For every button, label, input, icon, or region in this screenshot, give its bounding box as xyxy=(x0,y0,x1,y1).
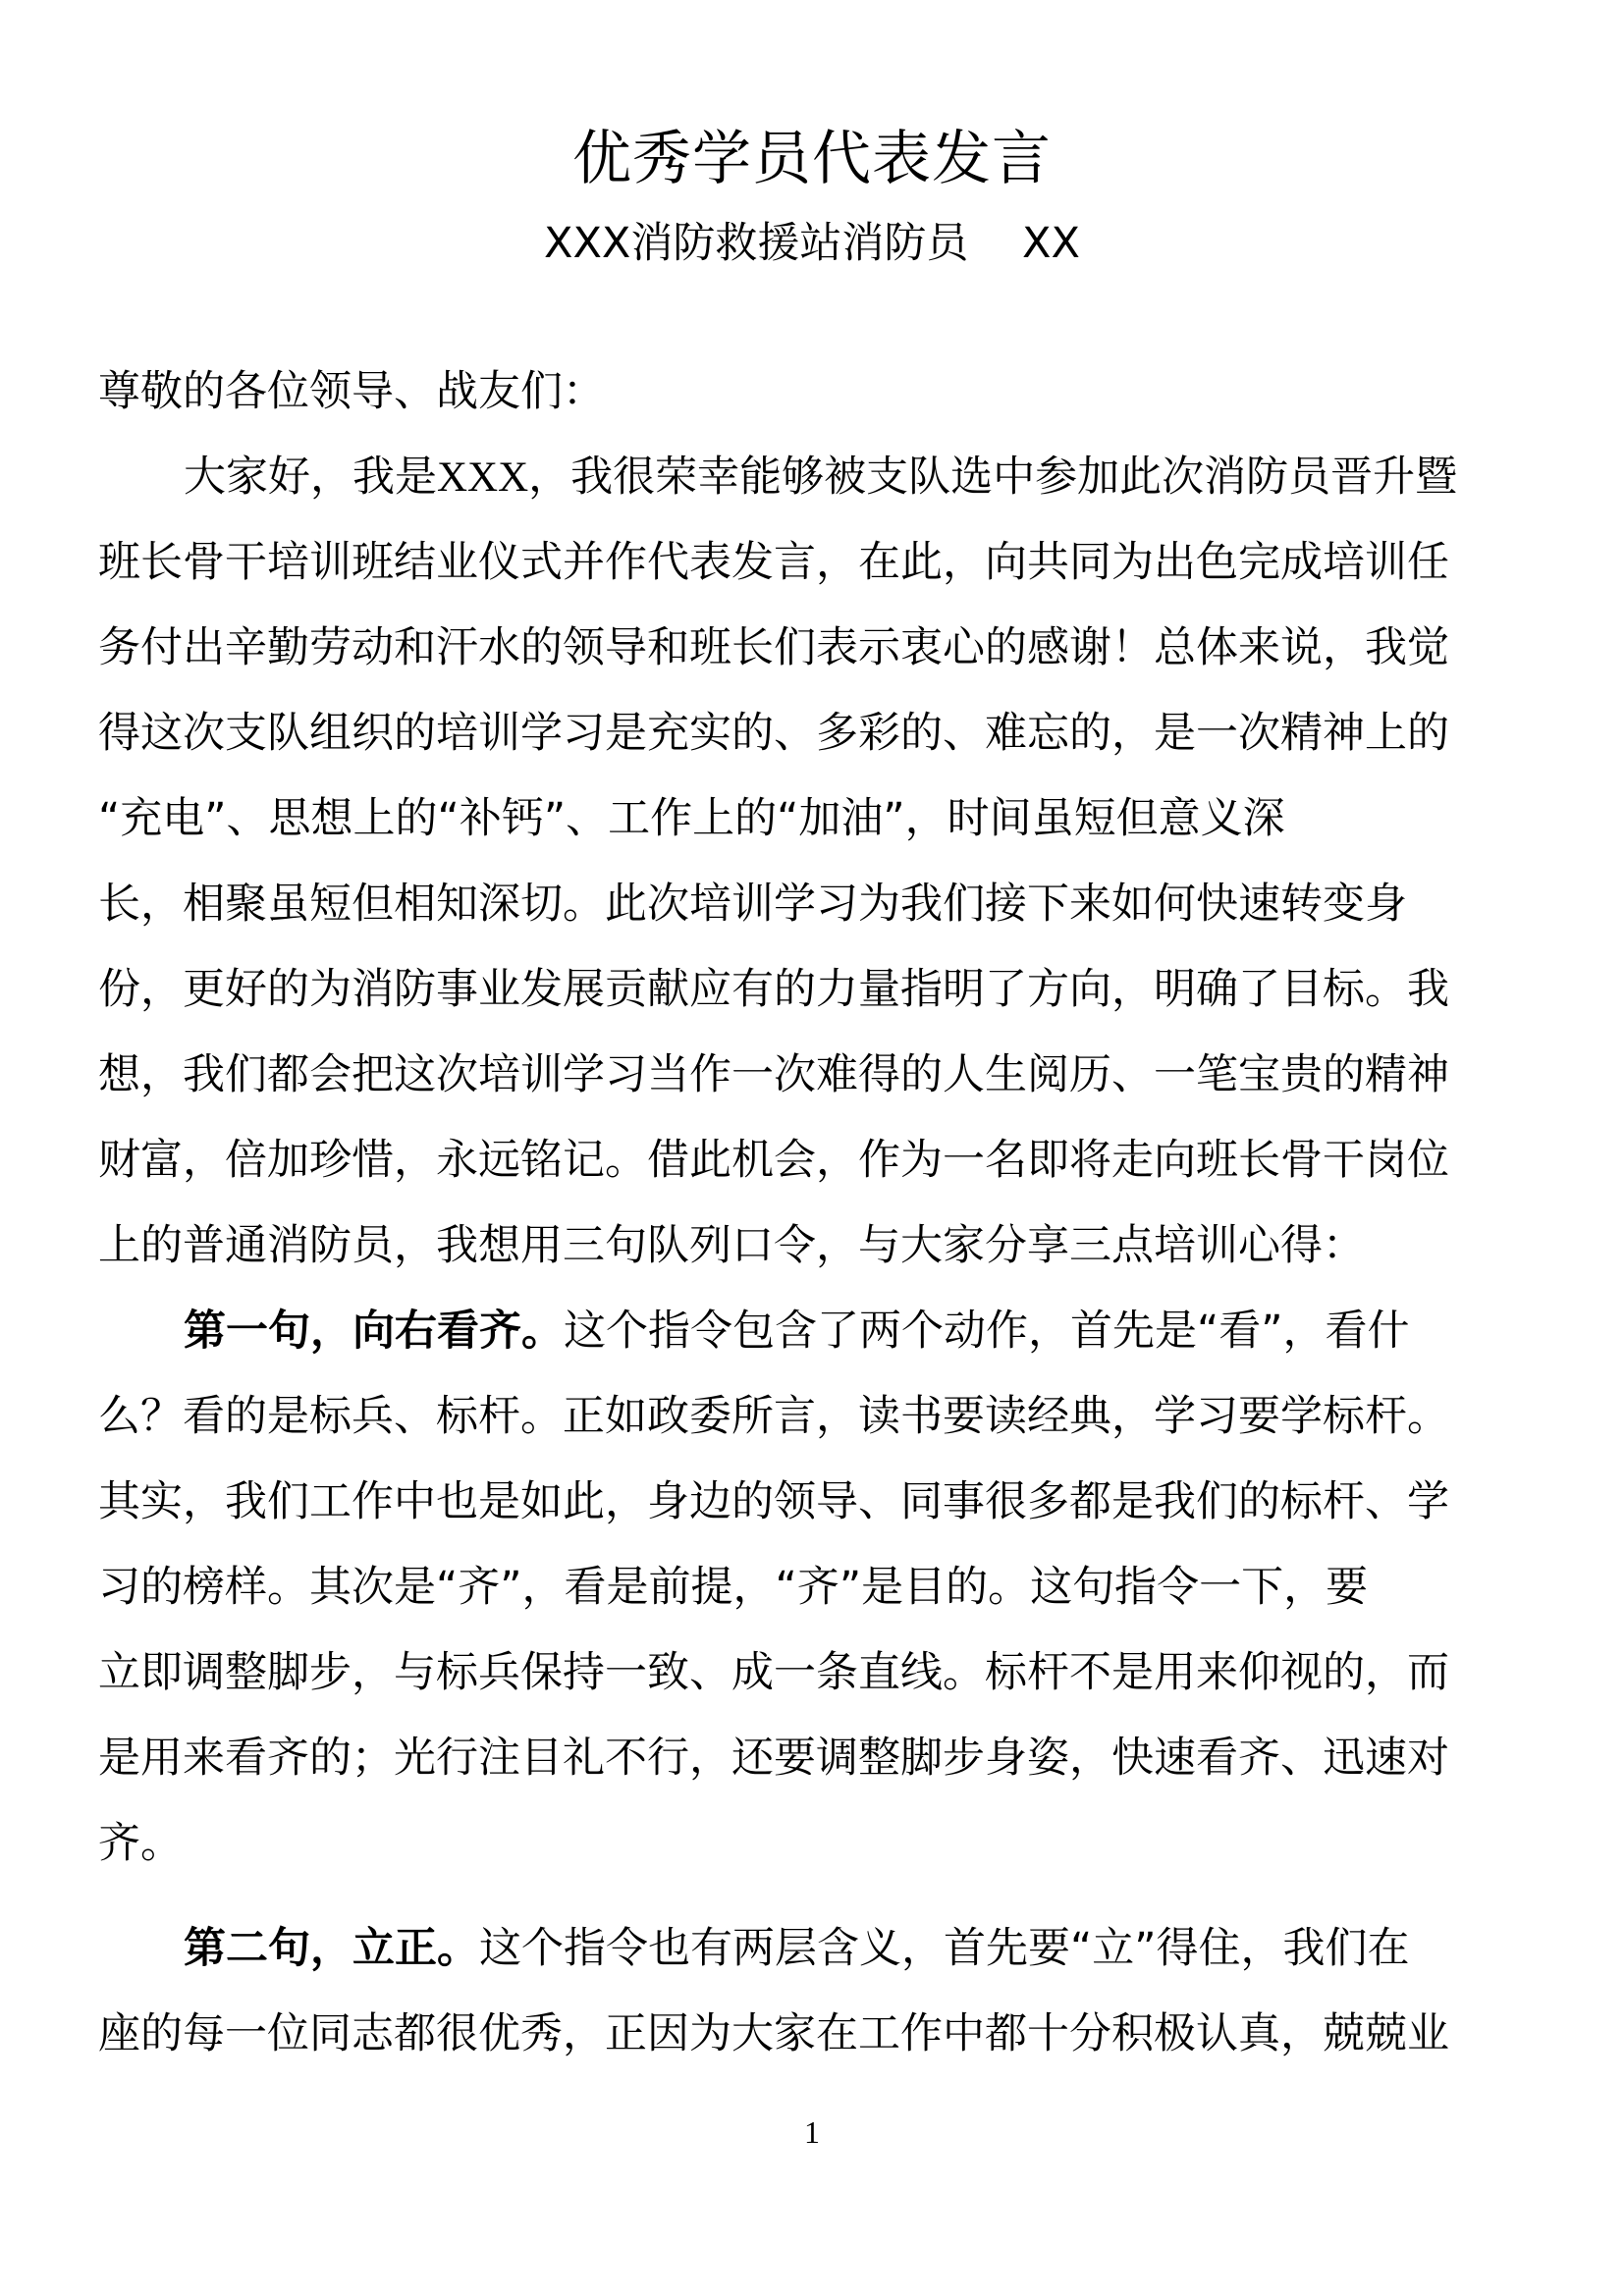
text-segment: 这个指令也有两层含义，首先要“立”得住，我们在 xyxy=(479,1924,1410,1973)
document-body xyxy=(98,349,1532,2077)
paragraph-line: 班长骨干培训班结业仪式并作代表发言，在此，向共同为出色完成培训任 xyxy=(98,538,1449,587)
salutation: 尊敬的各位领导、战友们： xyxy=(98,367,605,416)
paragraph-line: 齐。 xyxy=(98,1819,183,1868)
text-segment: 大家好，我是 xyxy=(184,453,437,502)
paragraph-line: 财富，倍加珍惜，永远铭记。借此机会，作为一名即将走向班长骨干岗位 xyxy=(98,1136,1449,1185)
document-title: 优秀学员代表发言 xyxy=(572,125,1052,193)
paragraph-line xyxy=(98,435,1532,520)
document-subtitle: XXX消防救援站消防员 XX xyxy=(544,219,1080,268)
paragraph-line: 其实，我们工作中也是如此，身边的领导、同事很多都是我们的标杆、学 xyxy=(98,1477,1449,1526)
paragraph-line: 座的每一位同志都很优秀，正因为大家在工作中都十分积极认真，兢兢业 xyxy=(98,2009,1449,2058)
paragraph-line: 么？看的是标兵、标杆。正如政委所言，读书要读经典，学习要学标杆。 xyxy=(98,1392,1449,1441)
paragraph-line: 务付出辛勤劳动和汗水的领导和班长们表示衷心的感谢！总体来说，我觉 xyxy=(98,623,1449,672)
paragraph-line: 想，我们都会把这次培训学习当作一次难得的人生阅历、一笔宝贵的精神 xyxy=(98,1050,1449,1099)
paragraph-line: 长，相聚虽短但相知深切。此次培训学习为我们接下来如何快速转变身 xyxy=(98,880,1407,929)
section-heading: 第一句，向右看齐。 xyxy=(184,1307,564,1356)
text-segment: ，我很荣幸能够被支队选中参加此次消防员晋升暨 xyxy=(528,453,1458,502)
paragraph-line: 上的普通消防员，我想用三句队列口令，与大家分享三点培训心得： xyxy=(98,1221,1365,1270)
paragraph-line: 立即调整脚步，与标兵保持一致、成一条直线。标杆不是用来仰视的，而 xyxy=(98,1648,1449,1697)
paragraph-line xyxy=(98,1289,1532,1374)
paragraph-line xyxy=(98,1906,1532,1992)
paragraph-line: “充电”、思想上的“补钙”、工作上的“加油”，时间虽短但意义深 xyxy=(98,794,1285,843)
paragraph-line: 份，更好的为消防事业发展贡献应有的力量指明了方向，明确了目标。我 xyxy=(98,965,1449,1014)
text-segment: 这个指令包含了两个动作，首先是“看”，看什 xyxy=(564,1307,1410,1356)
speaker-name: XXX xyxy=(437,454,529,501)
paragraph-line: 是用来看齐的；光行注目礼不行，还要调整脚步身姿，快速看齐、迅速对 xyxy=(98,1734,1449,1783)
paragraph-3 xyxy=(98,1906,1532,2077)
page-number: 1 xyxy=(804,2114,820,2150)
paragraph-1 xyxy=(98,435,1532,1289)
paragraph-spacer xyxy=(98,1887,1532,1906)
paragraph-2 xyxy=(98,1289,1532,1887)
paragraph-line: 得这次支队组织的培训学习是充实的、多彩的、难忘的，是一次精神上的 xyxy=(98,709,1449,758)
section-heading: 第二句，立正。 xyxy=(184,1924,479,1973)
paragraph-line: 习的榜样。其次是“齐”，看是前提，“齐”是目的。这句指令一下，要 xyxy=(98,1563,1369,1612)
